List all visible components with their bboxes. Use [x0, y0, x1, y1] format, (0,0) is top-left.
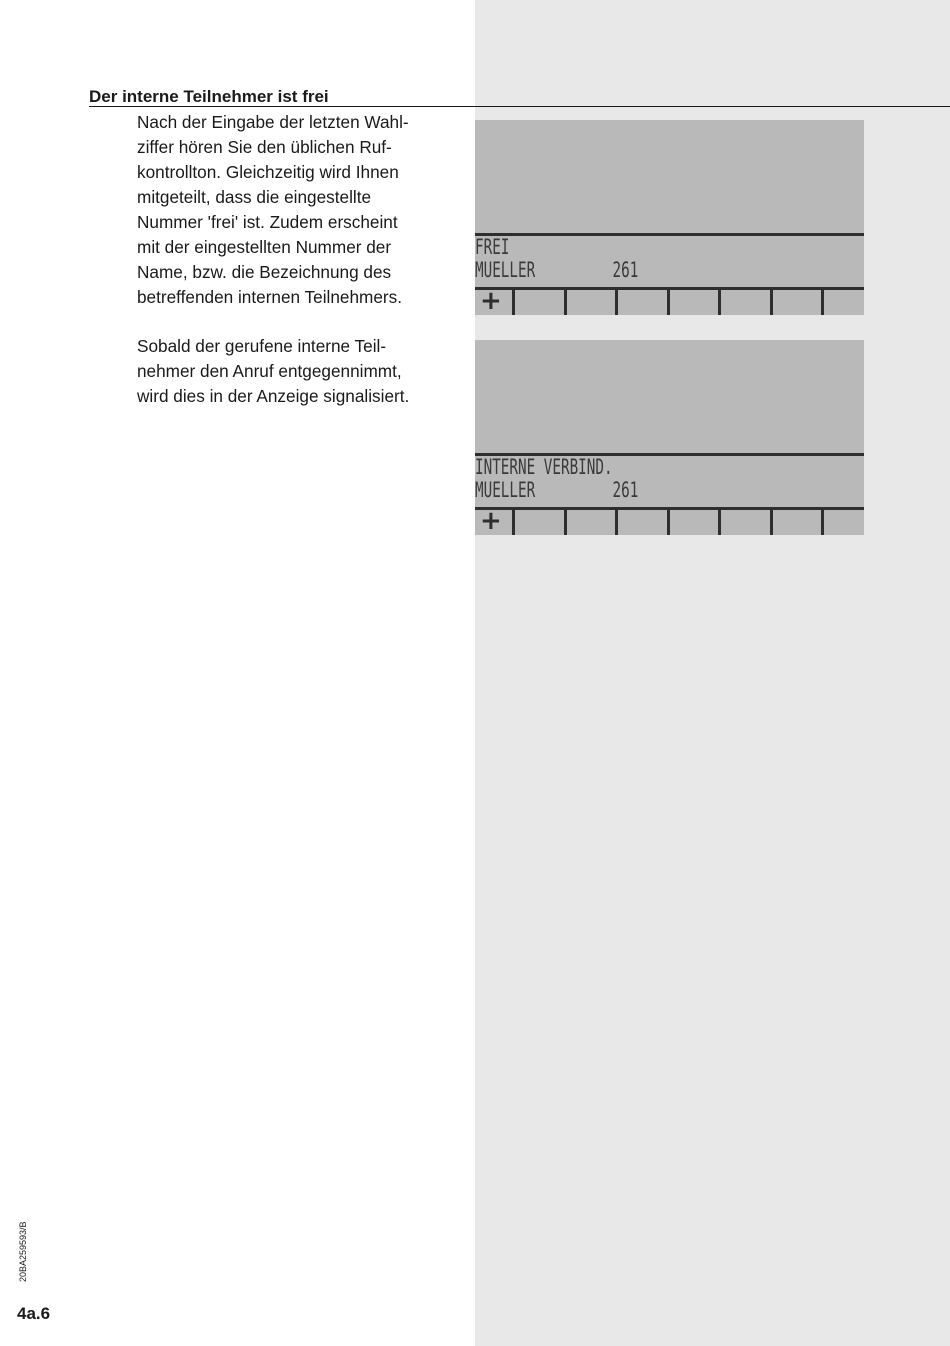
- softkey-row: [475, 286, 864, 316]
- softkey[interactable]: [567, 510, 619, 535]
- softkey[interactable]: [670, 290, 722, 315]
- display-line-2: MUELLER 261: [475, 478, 639, 502]
- plus-icon: +: [480, 506, 502, 536]
- softkey[interactable]: [618, 290, 670, 315]
- softkey[interactable]: [618, 510, 670, 535]
- softkey[interactable]: [773, 290, 825, 315]
- phone-display-free: [475, 120, 864, 315]
- softkey-plus[interactable]: [475, 506, 515, 536]
- display-line-1: INTERNE VERBIND.: [475, 455, 613, 479]
- heading-rule: [89, 106, 950, 107]
- softkey[interactable]: [824, 290, 864, 315]
- section-heading: Der interne Teilnehmer ist frei: [89, 87, 329, 106]
- plus-icon: +: [480, 286, 502, 316]
- softkey-row: [475, 506, 864, 536]
- page-number: 4a.6: [17, 1304, 51, 1323]
- softkey[interactable]: [515, 510, 567, 535]
- phone-display-connected: [475, 340, 864, 535]
- softkey[interactable]: [567, 290, 619, 315]
- softkey[interactable]: [515, 290, 567, 315]
- document-id: 20BA259593/B: [18, 1221, 28, 1282]
- softkey[interactable]: [670, 510, 722, 535]
- softkey[interactable]: [824, 510, 864, 535]
- softkey-plus[interactable]: [475, 286, 515, 316]
- softkey[interactable]: [721, 290, 773, 315]
- softkey[interactable]: [721, 510, 773, 535]
- paragraph-intro: Nach der Eingabe der letzten Wahl- ziffer hören Sie den üblichen Ruf- kontrollton. Gleichzeitig wird Ihnen mitgeteilt, dass die eingestellte Nummer 'frei' ist. Zudem erscheint mit der eingestellten Nummer der Name, bzw. die Bezeichnung des betreffenden internen Teilnehmers.: [137, 112, 409, 307]
- display-divider: [475, 233, 864, 236]
- display-line-1: FREI: [475, 235, 510, 259]
- display-line-2: MUELLER 261: [475, 258, 639, 282]
- softkey[interactable]: [773, 510, 825, 535]
- paragraph-answer: Sobald der gerufene interne Teil- nehmer den Anruf entgegennimmt, wird dies in der Anzeige signalisiert.: [137, 336, 410, 406]
